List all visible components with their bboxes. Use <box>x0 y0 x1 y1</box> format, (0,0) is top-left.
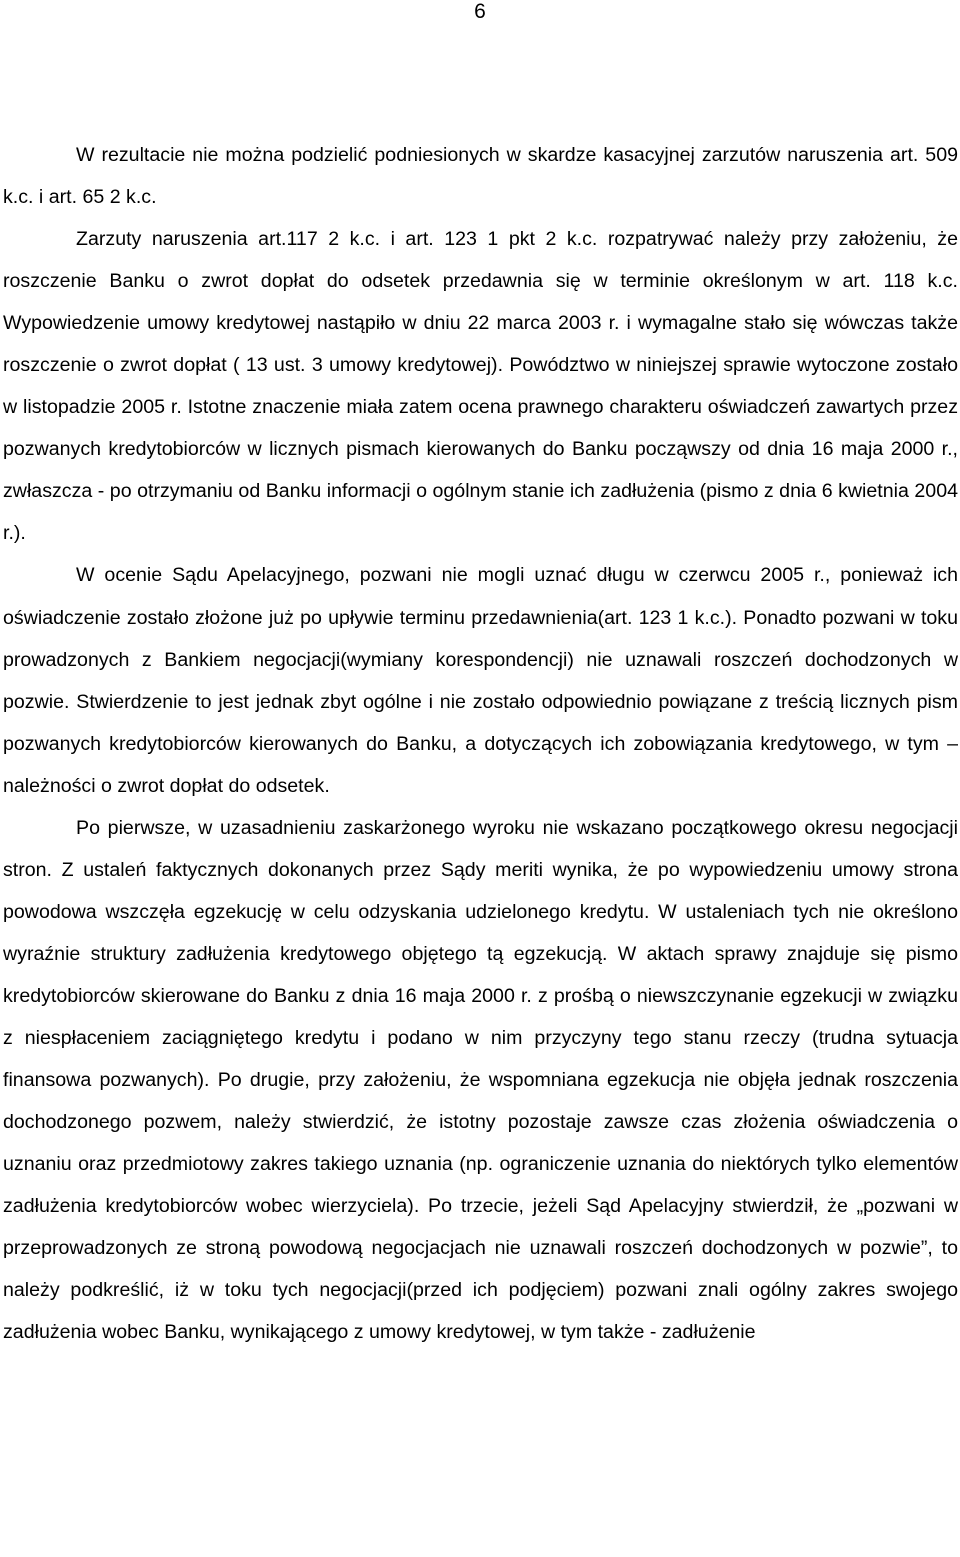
page-number: 6 <box>474 0 486 23</box>
paragraph: W ocenie Sądu Apelacyjnego, pozwani nie mogli uznać długu w czerwcu 2005 r., ponieważ ich oświadczenie zostało złożone już po upływie terminu przedawnienia(art. 123 1 k.c.). Ponadto pozwani w toku prowadzonych z Bankiem negocjacji(wymiany korespondencji) nie uznawali roszczeń dochodzonych w pozwie. Stwierdzenie to jest jednak zbyt ogólne i nie zostało odpowiednio powiązane z treścią licznych pism pozwanych kredytobiorców kierowanych do Banku, a dotyczących ich zobowiązania kredytowego, w tym – należności o zwrot dopłat do odsetek. <box>3 564 958 797</box>
paragraph: Po pierwsze, w uzasadnieniu zaskarżonego wyroku nie wskazano początkowego okresu negocjacji stron. Z ustaleń faktycznych dokonanych przez Sądy meriti wynika, że po wypowiedzeniu umowy strona powodowa wszczęła egzekucję w celu odzyskania udzielonego kredytu. W ustaleniach tych nie określono wyraźnie struktury zadłużenia kredytowego objętego tą egzekucją. W aktach sprawy znajduje się pismo kredytobiorców skierowane do Banku z dnia 16 maja 2000 r. z prośbą o niewszczynanie egzekucji w związku z niespłaceniem zaciągniętego kredytu i podano w nim przyczyny tego stanu rzeczy (trudna sytuacja finansowa pozwanych). Po drugie, przy założeniu, że wspomniana egzekucja nie objęła jednak roszczenia dochodzonego pozwem, należy stwierdzić, że istotny pozostaje zawsze czas złożenia oświadczenia o uznaniu oraz przedmiotowy zakres takiego uznania (np. ograniczenie uznania do niektórych tylko elementów zadłużenia kredytobiorców wobec wierzyciela). Po trzecie, jeżeli Sąd Apelacyjny stwierdził, że „pozwani w przeprowadzonych ze stroną powodową negocjacjach nie uznawali roszczeń dochodzonych w pozwie”, to należy podkreślić, iż w toku tych negocjacji(przed ich podjęciem) pozwani znali ogólny zakres swojego zadłużenia wobec Banku, wynikającego z umowy kredytowej, w tym także - zadłużenie <box>3 816 958 1344</box>
paragraph: Zarzuty naruszenia art.117 2 k.c. i art. 123 1 pkt 2 k.c. rozpatrywać należy przy założeniu, że roszczenie Banku o zwrot dopłat do odsetek przedawnia się w terminie określonym w art. 118 k.c. Wypowiedzenie umowy kredytowej nastąpiło w dniu 22 marca 2003 r. i wymagalne stało się wówczas także roszczenie o zwrot dopłat ( 13 ust. 3 umowy kredytowej). Powództwo w niniejszej sprawie wytoczone zostało w listopadzie 2005 r. Istotne znaczenie miała zatem ocena prawnego charakteru oświadczeń zawartych przez pozwanych kredytobiorców w licznych pismach kierowanych do Banku począwszy od dnia 16 maja 2000 r., zwłaszcza - po otrzymaniu od Banku informacji o ogólnym stanie ich zadłużenia (pismo z dnia 6 kwietnia 2004 r.). <box>3 228 958 545</box>
document-body <box>3 134 958 1353</box>
paragraph: W rezultacie nie można podzielić podniesionych w skardze kasacyjnej zarzutów naruszenia art. 509 k.c. i art. 65 2 k.c. <box>3 144 958 209</box>
